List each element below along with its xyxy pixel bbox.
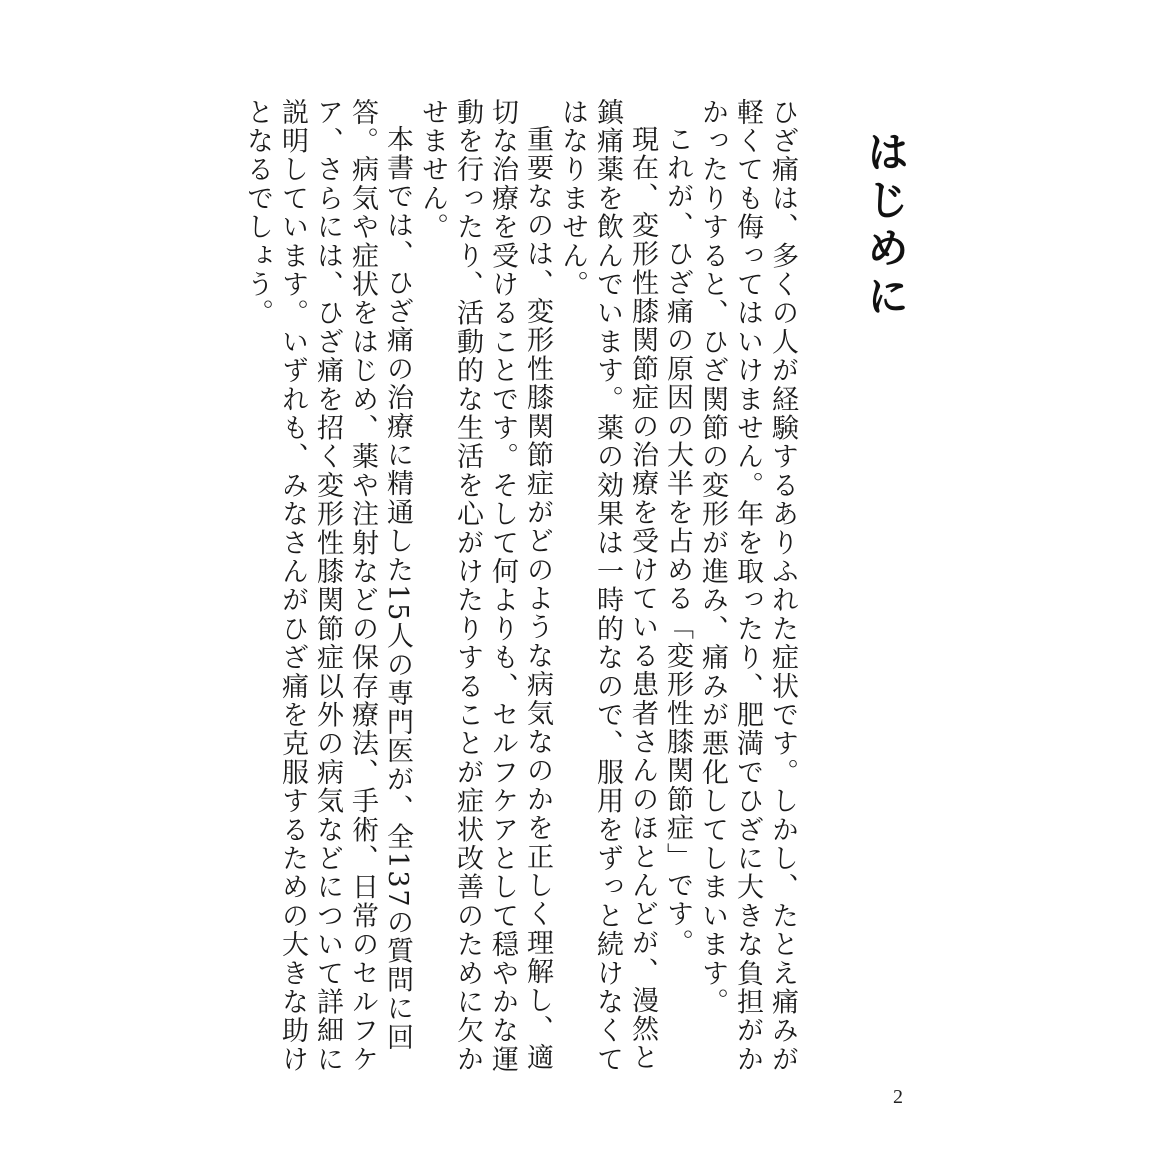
- paragraph: 重要なのは、変形性膝関節症がどのような病気なのかを正しく理解し、適切な治療を受けることです。そして何よりも、セルフケアとして穏やかな運動を行ったり、活動的な生活を心がけたりすることが症状改善のために欠かせません。: [417, 98, 553, 1074]
- page-number: 2: [893, 1086, 903, 1108]
- paragraph: 本書では、ひざ痛の治療に精通した15人の専門医が、全137の質問に回答。病気や症状をはじめ、薬や注射などの保存療法、手術、日常のセルフケア、さらには、ひざ痛を招く変形性膝関節症以外の病気などについて詳細に説明しています。いずれも、みなさんがひざ痛を克服するための大きな助けとなるでしょう。: [242, 98, 413, 1074]
- paragraph: これが、ひざ痛の原因の大半を占める「変形性膝関節症」です。: [662, 125, 693, 958]
- paragraph: 現在、変形性膝関節症の治療を受けている患者さんのほとんどが、漫然と鎮痛薬を飲んでいます。薬の効果は一時的なので、服用をずっと続けなくてはなりません。: [557, 98, 658, 1074]
- page-title: はじめに: [861, 130, 911, 322]
- body-text: [242, 98, 800, 1098]
- paragraph: ひざ痛は、多くの人が経験するありふれた症状です。しかし、たとえ痛みが軽くても侮ってはいけません。年を取ったり、肥満でひざに大きな負担がかかったりすると、ひざ関節の変形が進み、痛みが悪化してしまいます。: [697, 98, 798, 1074]
